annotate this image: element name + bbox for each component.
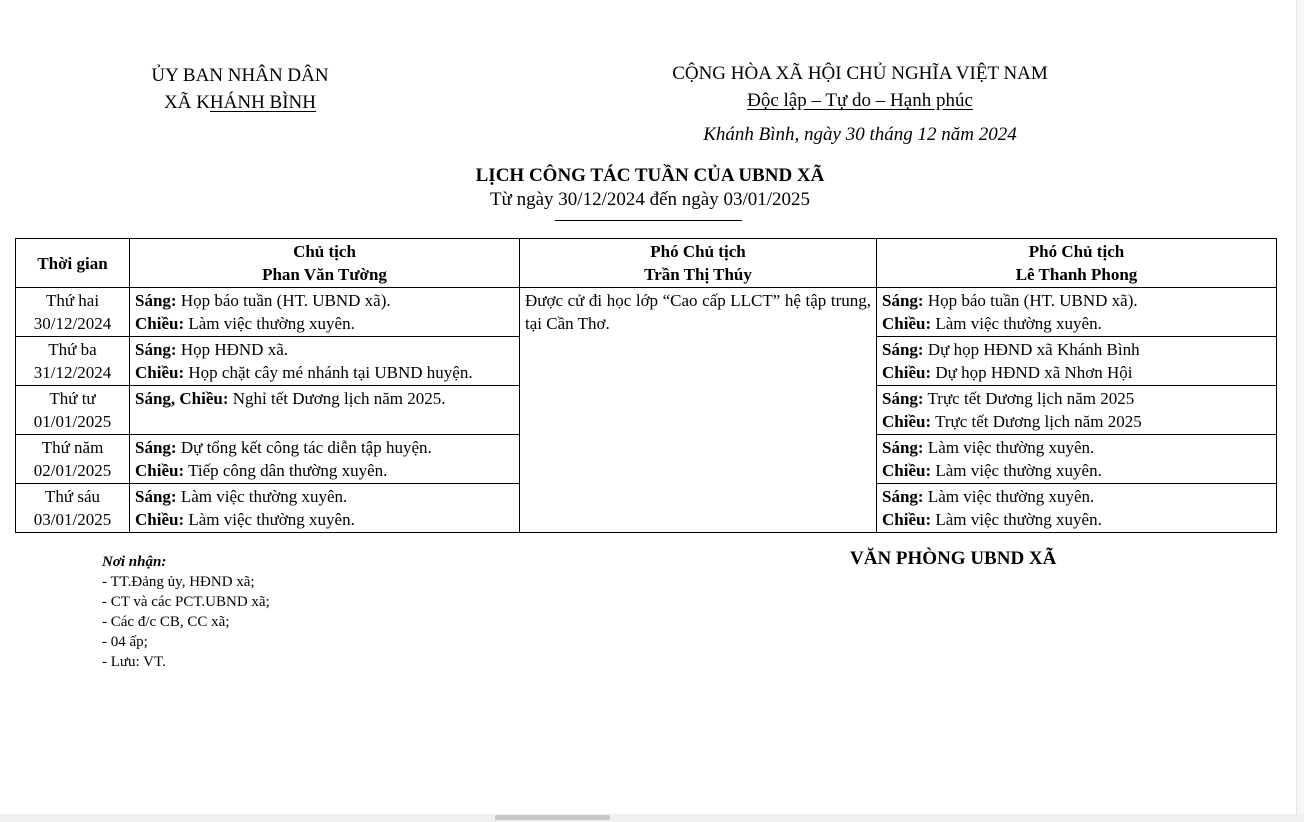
day-date: 30/12/2024 (33, 314, 112, 333)
entry-text: Làm việc thường xuyên. (184, 314, 355, 333)
entry-label: Sáng: (882, 389, 924, 408)
entry-label: Chiều: (882, 363, 932, 382)
document-title: LỊCH CÔNG TÁC TUẦN CỦA UBND XÃ (475, 165, 825, 186)
header-chairman-name: Phan Văn Tường (262, 265, 387, 284)
entry-text: Tiếp công dân thường xuyên. (184, 461, 388, 480)
entry-text: Làm việc thường xuyên. (931, 314, 1102, 333)
day-name: Thứ tư (49, 389, 96, 408)
document-subtitle: Từ ngày 30/12/2024 đến ngày 03/01/2025 (489, 189, 811, 210)
afternoon-entry (882, 508, 1271, 531)
entry-label: Sáng, Chiều: (135, 389, 229, 408)
vice-chairman-2-cell (877, 288, 1277, 337)
entry-label: Chiều: (135, 510, 185, 529)
entry-text: Nghỉ tết Dương lịch năm 2025. (228, 389, 446, 408)
entry-text: Trực tết Dương lịch năm 2025 (923, 389, 1135, 408)
afternoon-entry (882, 312, 1271, 335)
header-vice1-role: Phó Chủ tịch (650, 242, 746, 261)
issuing-authority (100, 62, 380, 116)
afternoon-entry (135, 459, 514, 482)
vice-chairman-2-cell (877, 484, 1277, 533)
vertical-scrollbar[interactable] (1296, 0, 1304, 814)
chairman-cell (130, 386, 520, 435)
recipients-block (102, 552, 270, 672)
afternoon-entry (882, 410, 1271, 433)
day-name: Thứ ba (48, 340, 97, 359)
entry-label: Sáng: (882, 291, 924, 310)
motto-text: Độc lập – Tự do – Hạnh phúc (747, 90, 973, 111)
time-cell (16, 288, 130, 337)
entry-label: Sáng: (135, 291, 177, 310)
time-cell (16, 435, 130, 484)
morning-entry (135, 289, 514, 312)
vice-chairman-2-cell (877, 386, 1277, 435)
morning-entry (882, 436, 1271, 459)
entry-text: Họp chặt cây mé nhánh tại UBND huyện. (184, 363, 473, 382)
header-vice-chairman-2 (877, 239, 1277, 288)
entry-text: Làm việc thường xuyên. (176, 487, 348, 506)
entry-text: Dự họp HĐND xã Khánh Bình (923, 340, 1140, 359)
chairman-cell (130, 435, 520, 484)
morning-entry (882, 338, 1271, 361)
motto (600, 87, 1120, 114)
recipient-item: - TT.Đảng ủy, HĐND xã; (102, 574, 255, 590)
morning-entry (135, 436, 514, 459)
day-name: Thứ năm (41, 438, 104, 457)
place-date: Khánh Bình, ngày 30 tháng 12 năm 2024 (703, 124, 1017, 145)
signature-office: VĂN PHÒNG UBND XÃ (850, 548, 1057, 569)
morning-entry (135, 338, 514, 361)
afternoon-entry (882, 361, 1271, 384)
entry-label: Chiều: (882, 510, 932, 529)
entry-label: Chiều: (882, 461, 932, 480)
entry-label: Sáng: (135, 340, 177, 359)
header-chairman-role: Chủ tịch (293, 242, 356, 261)
entry-text: Trực tết Dương lịch năm 2025 (931, 412, 1142, 431)
entry-label: Sáng: (135, 487, 177, 506)
vice-chairman-2-cell (877, 337, 1277, 386)
entry-label: Sáng: (135, 438, 177, 457)
entry-label: Chiều: (135, 363, 185, 382)
horizontal-scrollbar[interactable] (0, 814, 1304, 822)
header-vice2-role: Phó Chủ tịch (1028, 242, 1125, 261)
all-day-entry (135, 387, 514, 410)
time-cell (16, 337, 130, 386)
national-heading (600, 60, 1120, 114)
day-date: 01/01/2025 (33, 412, 112, 431)
org-line-2 (100, 89, 380, 116)
day-date: 03/01/2025 (33, 510, 112, 529)
morning-entry (882, 387, 1271, 410)
org-line-2-prefix: XÃ K (164, 92, 210, 113)
header-vice1-name: Trần Thị Thúy (644, 265, 752, 284)
chairman-cell (130, 288, 520, 337)
entry-text: Dự tổng kết công tác diễn tập huyện. (176, 438, 432, 457)
horizontal-scrollbar-thumb[interactable] (495, 815, 610, 820)
afternoon-entry (135, 312, 514, 335)
country-name: CỘNG HÒA XÃ HỘI CHỦ NGHĨA VIỆT NAM (672, 63, 1048, 84)
chairman-cell (130, 484, 520, 533)
table-row (16, 288, 1277, 337)
afternoon-entry (135, 361, 514, 384)
time-cell (16, 484, 130, 533)
org-line-2-underlined: HÁNH BÌNH (209, 92, 316, 113)
entry-text: Dự họp HĐND xã Nhơn Hội (931, 363, 1133, 382)
entry-label: Sáng: (882, 438, 924, 457)
entry-label: Sáng: (882, 340, 924, 359)
header-time: Thời gian (16, 239, 130, 288)
morning-entry (135, 485, 514, 508)
entry-text: Làm việc thường xuyên. (931, 510, 1102, 529)
vice-chairman-2-cell (877, 435, 1277, 484)
entry-label: Chiều: (135, 314, 185, 333)
entry-text: Làm việc thường xuyên. (923, 438, 1095, 457)
vice-chairman-1-merged-cell: Được cử đi học lớp “Cao cấp LLCT” hệ tập trung, tại Cần Thơ. (520, 288, 877, 533)
morning-entry (882, 289, 1271, 312)
entry-label: Sáng: (882, 487, 924, 506)
header-chairman (130, 239, 520, 288)
recipients-title: Nơi nhận: (102, 554, 167, 570)
header-vice-chairman-1 (520, 239, 877, 288)
entry-label: Chiều: (135, 461, 185, 480)
day-date: 31/12/2024 (33, 363, 112, 382)
time-cell (16, 386, 130, 435)
org-line-1: ỦY BAN NHÂN DÂN (151, 65, 329, 86)
day-name: Thứ sáu (44, 487, 100, 506)
entry-text: Họp HĐND xã. (176, 340, 289, 359)
header-vice2-name: Lê Thanh Phong (1015, 265, 1138, 284)
morning-entry (882, 485, 1271, 508)
title-divider (555, 220, 742, 221)
entry-text: Làm việc thường xuyên. (931, 461, 1102, 480)
day-date: 02/01/2025 (33, 461, 112, 480)
recipient-item: - CT và các PCT.UBND xã; (102, 594, 270, 610)
afternoon-entry (882, 459, 1271, 482)
day-name: Thứ hai (45, 291, 100, 310)
afternoon-entry (135, 508, 514, 531)
entry-text: Họp báo tuần (HT. UBND xã). (923, 291, 1138, 310)
entry-label: Chiều: (882, 314, 932, 333)
recipient-item: - 04 ấp; (102, 634, 148, 650)
entry-label: Chiều: (882, 412, 932, 431)
entry-text: Làm việc thường xuyên. (184, 510, 355, 529)
recipient-item: - Các đ/c CB, CC xã; (102, 614, 230, 630)
recipient-item: - Lưu: VT. (102, 654, 166, 670)
chairman-cell (130, 337, 520, 386)
entry-text: Họp báo tuần (HT. UBND xã). (176, 291, 391, 310)
entry-text: Làm việc thường xuyên. (923, 487, 1095, 506)
table-header-row (16, 239, 1277, 288)
schedule-table (15, 238, 1277, 533)
